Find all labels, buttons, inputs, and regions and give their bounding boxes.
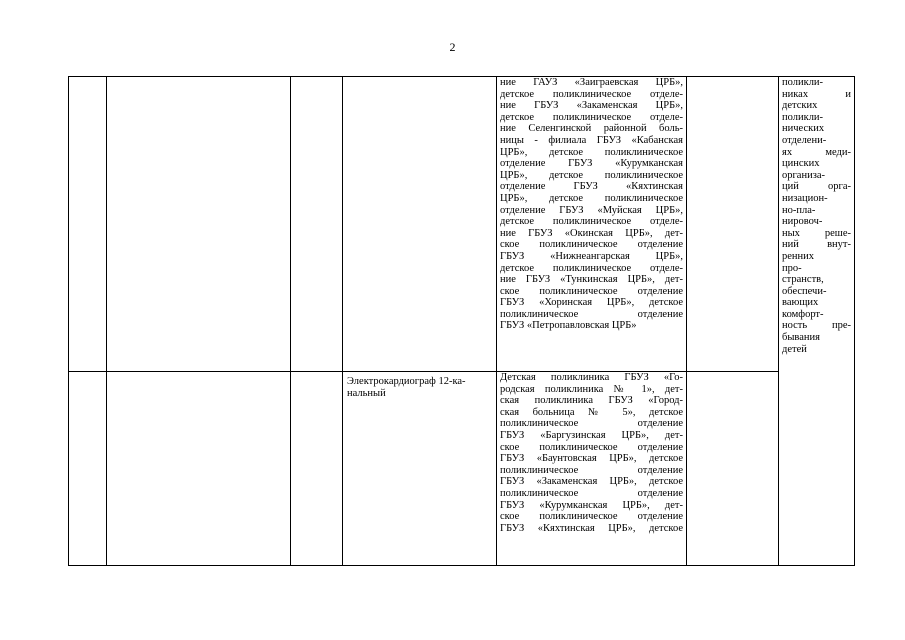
text-line: отделение ГБУЗ «Муйская ЦРБ», [500, 204, 683, 216]
text-line: ях меди- [782, 146, 851, 158]
text-line: нальный [347, 387, 386, 399]
text-line: комфорт- [782, 308, 824, 320]
text-line: Электрокардиограф 12-ка- [347, 376, 466, 387]
text-line: но-пла- [782, 204, 816, 216]
text-line: детских [782, 100, 818, 112]
text-line: ние ГБУЗ «Закаменская ЦРБ», [500, 100, 683, 112]
text-line: ГБУЗ «Баргузинская ЦРБ», дет- [500, 429, 683, 441]
text-line: отделение ГБУЗ «Курумканская [500, 158, 683, 170]
text-line: ская больница № 5», детское [500, 406, 683, 418]
text-line: низацион- [782, 192, 828, 204]
text-line: ЦРБ», детское поликлиническое [500, 192, 683, 204]
text-line: детское поликлиническое отделе- [500, 216, 683, 228]
text-line: ГБУЗ «Кяхтинская ЦРБ», детское [500, 522, 683, 534]
text-line: ское поликлиническое отделение [500, 511, 683, 523]
institutions-cell [497, 372, 687, 566]
text-line: обеспечи- [782, 285, 827, 297]
text-line: ГБУЗ «Хоринская ЦРБ», детское [500, 297, 683, 309]
activity-cell [107, 77, 291, 372]
text-line: ность пре- [782, 320, 851, 332]
text-line: ЦРБ», детское поликлиническое [500, 169, 683, 181]
text-line: поликлиническое отделение [500, 487, 683, 499]
text-line: ГБУЗ «Баунтовская ЦРБ», детское [500, 453, 683, 465]
text-line: ний внут- [782, 239, 851, 251]
text-line: ние ГАУЗ «Заиграевская ЦРБ», [500, 77, 683, 88]
text-line: Детская поликлиника ГБУЗ «Го- [500, 372, 683, 383]
text-line: ГБУЗ «Закаменская ЦРБ», детское [500, 476, 683, 488]
text-line: ций орга- [782, 181, 851, 193]
text-line: цинских [782, 158, 820, 170]
text-line: бывания [782, 332, 820, 344]
text-line: поликли- [782, 77, 824, 88]
text-line: ское поликлиническое отделение [500, 285, 683, 297]
text-line: ское поликлиническое отделение [500, 441, 683, 453]
text-line: нических [782, 123, 825, 135]
text-line: никах и [782, 88, 851, 100]
text-line: детское поликлиническое отделе- [500, 88, 683, 100]
text-line: организа- [782, 169, 826, 181]
text-line: поликли- [782, 111, 824, 123]
table-row [69, 372, 855, 566]
text-line: детей [782, 343, 807, 355]
text-line: ницы - филиала ГБУЗ «Кабанская [500, 134, 683, 146]
text-line: ние ГБУЗ «Тункинская ЦРБ», дет- [500, 274, 683, 286]
text-line: поликлиническое отделение [500, 464, 683, 476]
equipment-cell [343, 372, 497, 566]
text-line: ГБУЗ «Петропавловская ЦРБ» [500, 320, 637, 332]
page-number: 2 [449, 40, 456, 54]
text-line: ГБУЗ «Курумканская ЦРБ», дет- [500, 499, 683, 511]
text-line: ЦРБ», детское поликлиническое [500, 146, 683, 158]
row-number-cell [69, 77, 107, 372]
text-line: странств, [782, 274, 824, 286]
text-line: ние Селенгинской районной боль- [500, 123, 683, 135]
text-line: ренних [782, 250, 815, 262]
text-line: отделени- [782, 134, 827, 146]
text-line: про- [782, 262, 802, 274]
text-line: детское поликлиническое отделе- [500, 262, 683, 274]
text-line: ние ГБУЗ «Окинская ЦРБ», дет- [500, 227, 683, 239]
activity-cell [107, 372, 291, 566]
empty-cell [687, 77, 779, 372]
text-line: детское поликлиническое отделе- [500, 111, 683, 123]
table-row [69, 77, 855, 372]
text-line: ГБУЗ «Нижнеангарская ЦРБ», [500, 250, 683, 262]
row-number-cell [69, 372, 107, 566]
text-line: родская поликлиника № 1», дет- [500, 383, 683, 395]
text-line: нировоч- [782, 216, 823, 228]
result-cell [779, 77, 855, 566]
equipment-cell [343, 77, 497, 372]
text-line: ных реше- [782, 227, 851, 239]
institutions-cell [497, 77, 687, 372]
text-line: отделение ГБУЗ «Кяхтинская [500, 181, 683, 193]
empty-cell [687, 372, 779, 566]
text-line: поликлиническое отделение [500, 308, 683, 320]
text-line: поликлиническое отделение [500, 418, 683, 430]
text-line: вающих [782, 297, 819, 309]
code-cell [291, 372, 343, 566]
text-line: ское поликлиническое отделение [500, 239, 683, 251]
text-line: ская поликлиника ГБУЗ «Город- [500, 395, 683, 407]
code-cell [291, 77, 343, 372]
document-table [68, 76, 855, 566]
